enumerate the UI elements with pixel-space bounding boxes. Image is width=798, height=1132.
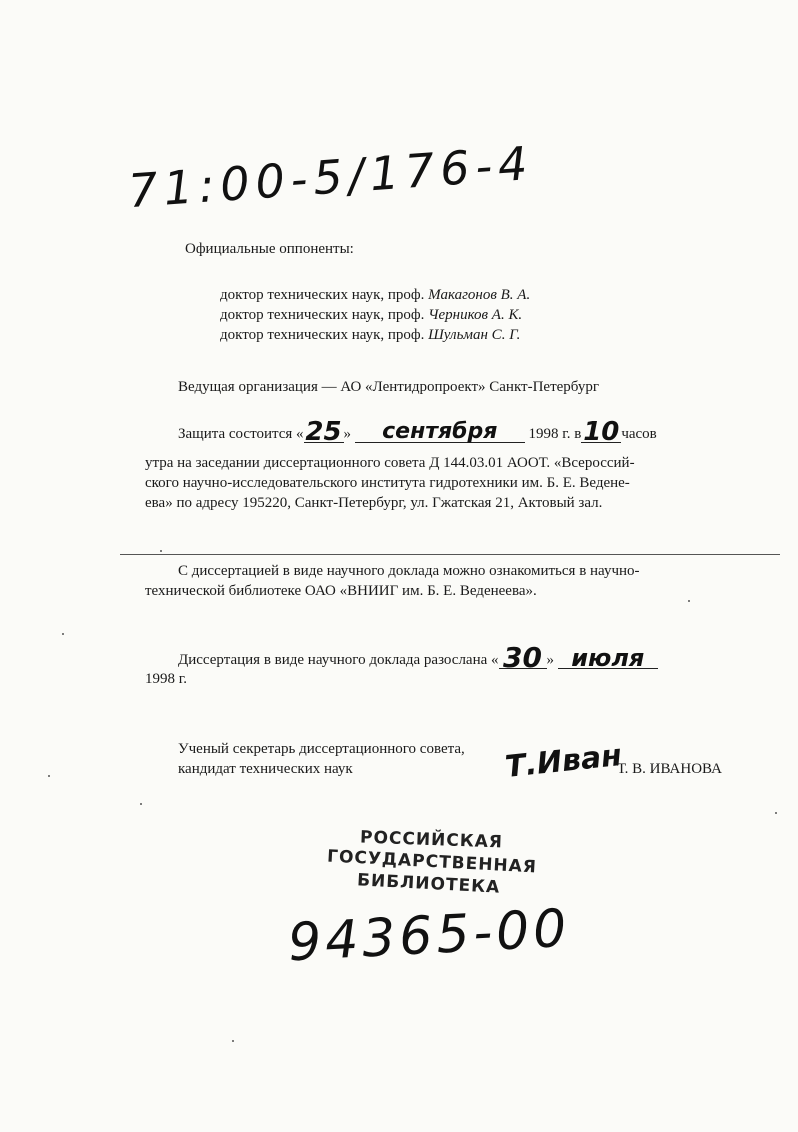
sent-mid: » bbox=[546, 652, 555, 668]
defense-day-blank bbox=[304, 417, 344, 447]
scan-speck bbox=[48, 775, 50, 777]
defense-mid: » bbox=[343, 426, 352, 442]
defense-hour-blank bbox=[581, 417, 621, 447]
defense-date-line bbox=[178, 417, 657, 447]
scan-speck bbox=[688, 600, 690, 602]
opponent-name: Шульман С. Г. bbox=[428, 327, 521, 343]
scan-speck bbox=[775, 812, 777, 814]
sent-month: июля bbox=[571, 644, 645, 672]
opponent-name: Макагонов В. А. bbox=[428, 287, 531, 303]
defense-year: 1998 г. в bbox=[528, 426, 582, 442]
scan-speck bbox=[140, 803, 142, 805]
secretary-signature: Т.Иван bbox=[503, 737, 624, 786]
scan-speck bbox=[62, 633, 64, 635]
opponent-title: доктор технических наук, проф. bbox=[220, 307, 425, 323]
opponent-name: Черников А. К. bbox=[428, 307, 523, 323]
opponent-title: доктор технических наук, проф. bbox=[220, 287, 425, 303]
sent-date-line bbox=[178, 641, 658, 674]
secretary-name: Т. В. ИВАНОВА bbox=[617, 761, 722, 777]
sent-year: 1998 г. bbox=[145, 671, 187, 687]
opponents-heading: Официальные оппоненты: bbox=[185, 241, 354, 257]
opponent-row bbox=[220, 306, 522, 324]
opponent-title: доктор технических наук, проф. bbox=[220, 327, 425, 343]
inventory-number: 94365-00 bbox=[286, 898, 572, 974]
lead-organization: Ведущая организация — АО «Лентидропроект» Санкт-Петербург bbox=[178, 379, 600, 395]
defense-month-blank bbox=[355, 419, 525, 444]
defense-text-line: утра на заседании диссертационного совета Д 144.03.01 АООТ. «Всероссий- bbox=[145, 455, 635, 471]
opponent-row bbox=[220, 286, 530, 304]
library-stamp-line: БИБЛИОТЕКА bbox=[356, 870, 501, 898]
sent-prefix: Диссертация в виде научного доклада разослана « bbox=[178, 652, 499, 668]
secretary-line: Ученый секретарь диссертационного совета, bbox=[178, 741, 465, 757]
library-stamp-line: РОССИЙСКАЯ bbox=[359, 827, 504, 853]
sent-month-blank bbox=[558, 644, 658, 672]
library-text-line: С диссертацией в виде научного доклада можно ознакомиться в научно- bbox=[178, 563, 640, 579]
defense-prefix: Защита состоится « bbox=[178, 426, 304, 442]
catalog-number: 71:00-5/176-4 bbox=[126, 135, 535, 219]
defense-text-line: ского научно-исследовательского института гидротехники им. Б. Е. Веденe- bbox=[145, 475, 630, 491]
scan-speck bbox=[232, 1040, 234, 1042]
sent-day-blank bbox=[499, 641, 547, 674]
defense-day: 25 bbox=[305, 417, 342, 447]
library-text-line: технической библиотеке ОАО «ВНИИГ им. Б. Е. Веденеева». bbox=[145, 583, 537, 599]
horizontal-rule bbox=[120, 554, 780, 555]
defense-suffix: часов bbox=[621, 426, 657, 442]
defense-month: сентября bbox=[382, 419, 498, 444]
sent-day: 30 bbox=[503, 641, 543, 674]
secretary-degree: кандидат технических наук bbox=[178, 761, 353, 777]
defense-text-line: ева» по адресу 195220, Санкт-Петербург, ул. Гжатская 21, Актовый зал. bbox=[145, 495, 603, 511]
library-stamp-line: ГОСУДАРСТВЕННАЯ bbox=[326, 846, 538, 878]
scan-speck bbox=[160, 550, 162, 552]
defense-hour: 10 bbox=[583, 417, 620, 447]
opponent-row bbox=[220, 326, 520, 344]
